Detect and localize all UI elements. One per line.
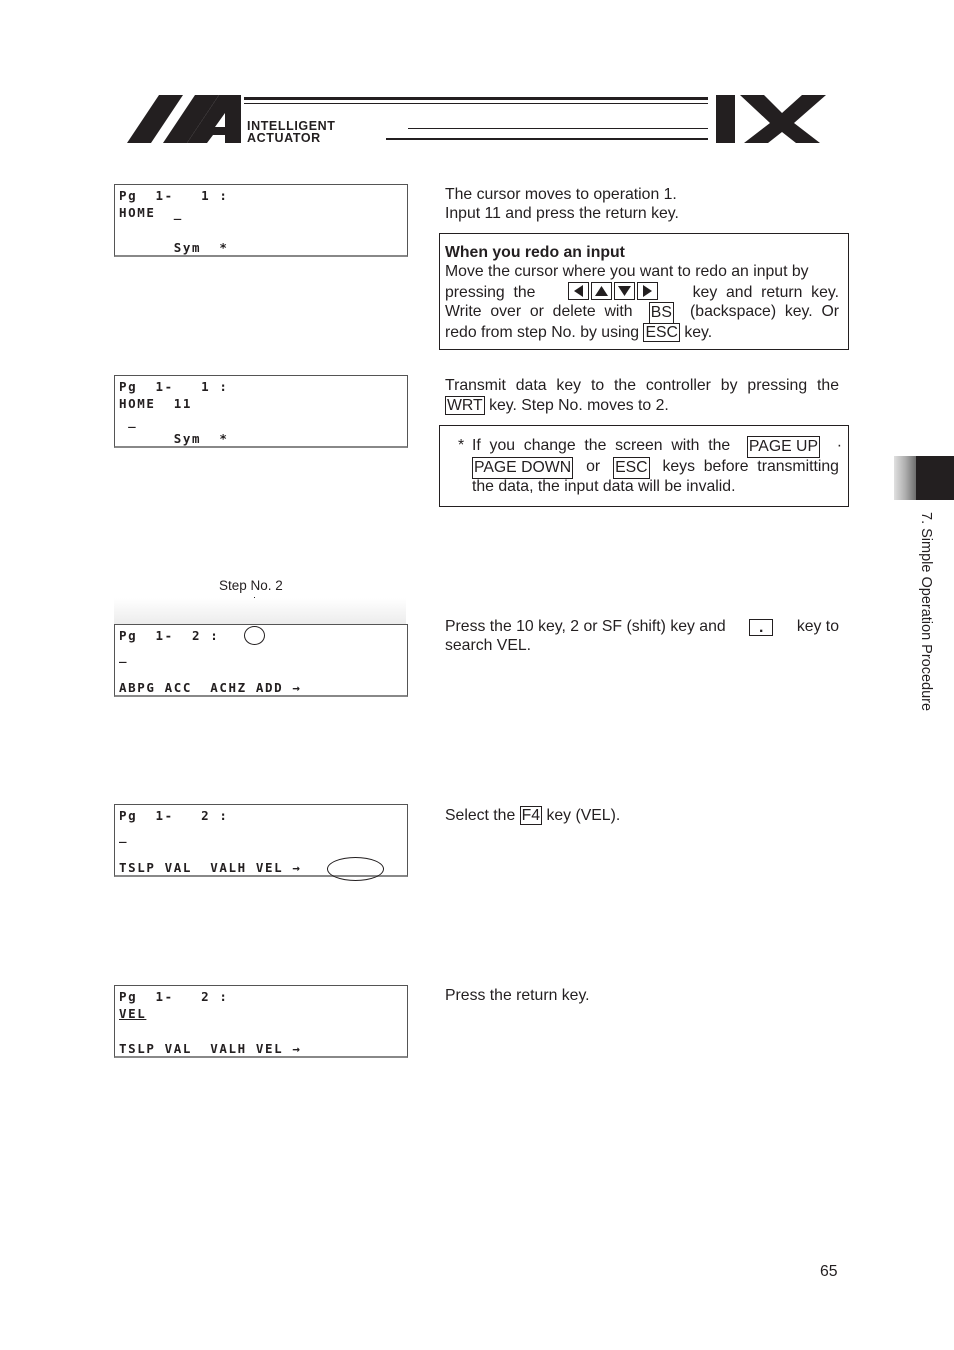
lcd-line: HOME _	[119, 205, 183, 220]
note-line2	[472, 457, 839, 479]
lcd-line-pre: Pg 1-	[119, 628, 193, 643]
step2-text-line2	[445, 396, 669, 416]
note-line1-pre: If you change the screen with the	[472, 437, 731, 454]
logo-text-intelligent: INTELLIGENT	[247, 119, 336, 133]
redo-box-line4-pre: redo from step No. by using	[445, 324, 640, 341]
f4-key: F4	[521, 807, 541, 824]
chapter-title: 7. Simple Operation Procedure	[918, 512, 934, 712]
vel-highlight-ellipse	[327, 857, 384, 881]
step1-text-line2: Input 11 and press the return key.	[445, 205, 679, 222]
lcd-screen-step2	[114, 375, 408, 448]
esc-key: ESC	[613, 457, 649, 479]
lcd-line: VEL	[119, 1006, 147, 1021]
step5-text: Press the return key.	[445, 987, 590, 1004]
up-arrow-icon	[591, 282, 612, 300]
redo-box-line3	[445, 302, 839, 324]
period-key: .	[749, 619, 773, 636]
lcd-line-post: :	[201, 628, 220, 643]
step2-text-line1: Transmit data key to the controller by pressing the	[445, 377, 839, 394]
page-up-key: PAGE UP	[747, 436, 820, 458]
step-no-callout: Step No. 2	[219, 578, 283, 593]
redo-box-line3-post: (backspace) key. Or	[690, 303, 839, 320]
step3-text-line1	[445, 617, 839, 637]
note-separator: ·	[836, 437, 842, 454]
lcd-line: TSLP VAL VALH VEL →	[119, 1041, 302, 1056]
page-number: 65	[820, 1263, 838, 1280]
down-arrow-icon	[614, 282, 635, 300]
lcd-line: _	[119, 648, 129, 663]
arrow-keys	[568, 282, 660, 303]
note-line2-post: keys before transmitting	[662, 458, 839, 475]
redo-box-line2-pre: pressing the	[445, 283, 536, 301]
chapter-tab-gradient	[894, 456, 916, 500]
lcd-line: Sym *	[119, 240, 229, 255]
redo-box-line4-post: key.	[684, 324, 713, 341]
lcd-screen-step5	[114, 985, 408, 1058]
note-or: or	[586, 458, 601, 475]
redo-box-line2-post: key and return key.	[692, 283, 839, 301]
right-arrow-icon	[637, 282, 658, 300]
lcd-line: _	[119, 828, 129, 843]
step4-text	[445, 806, 620, 826]
lcd-step-number: 2	[192, 628, 202, 643]
ix-product-mark	[716, 95, 828, 145]
step1-text-line1: The cursor moves to operation 1.	[445, 186, 677, 203]
lcd-top-shadow	[114, 598, 406, 624]
logo-text-actuator: ACTUATOR	[247, 131, 321, 145]
step2-text-line2-post: key. Step No. moves to 2.	[489, 397, 669, 414]
wrt-key: WRT	[447, 397, 483, 414]
lcd-line: _	[119, 413, 138, 428]
step4-text-pre: Select the	[445, 807, 516, 824]
step-number-highlight-circle	[244, 626, 265, 645]
lcd-line: Pg 1- 2 :	[119, 989, 229, 1004]
lcd-line: Pg 1- 1 :	[119, 188, 229, 203]
redo-box-line3-pre: Write over or delete with	[445, 303, 633, 320]
lcd-line: Pg 1- 2 :	[119, 808, 229, 823]
lcd-line: ABPG ACC ACHZ ADD →	[119, 680, 302, 695]
step3-text-line1-post: key to	[796, 618, 839, 635]
lcd-line: Sym *	[119, 431, 229, 446]
note-line3: the data, the input data will be invalid.	[472, 478, 736, 495]
lcd-line: HOME 11	[119, 396, 193, 411]
step4-text-post: key (VEL).	[546, 807, 621, 824]
note-bullet: *	[458, 437, 465, 454]
lcd-line: TSLP VAL VALH VEL →	[119, 860, 302, 875]
redo-box-line1: Move the cursor where you want to redo an input by	[445, 263, 809, 280]
left-arrow-icon	[568, 282, 589, 300]
redo-box-title: When you redo an input	[445, 244, 625, 261]
ia-logo-mark	[127, 95, 242, 145]
lcd-line: Pg 1- 1 :	[119, 379, 229, 394]
bs-key: BS	[649, 302, 674, 324]
step3-text-line2: search VEL.	[445, 637, 532, 654]
redo-box-line4	[445, 323, 712, 343]
page-down-key: PAGE DOWN	[472, 457, 573, 479]
step3-text-line1-pre: Press the 10 key, 2 or SF (shift) key and	[445, 618, 726, 635]
note-line1	[472, 436, 842, 458]
chapter-tab-marker	[916, 456, 954, 500]
redo-box-line2	[445, 282, 839, 303]
lcd-screen-step1	[114, 184, 408, 257]
lcd-line	[119, 628, 219, 643]
esc-key: ESC	[645, 324, 678, 341]
